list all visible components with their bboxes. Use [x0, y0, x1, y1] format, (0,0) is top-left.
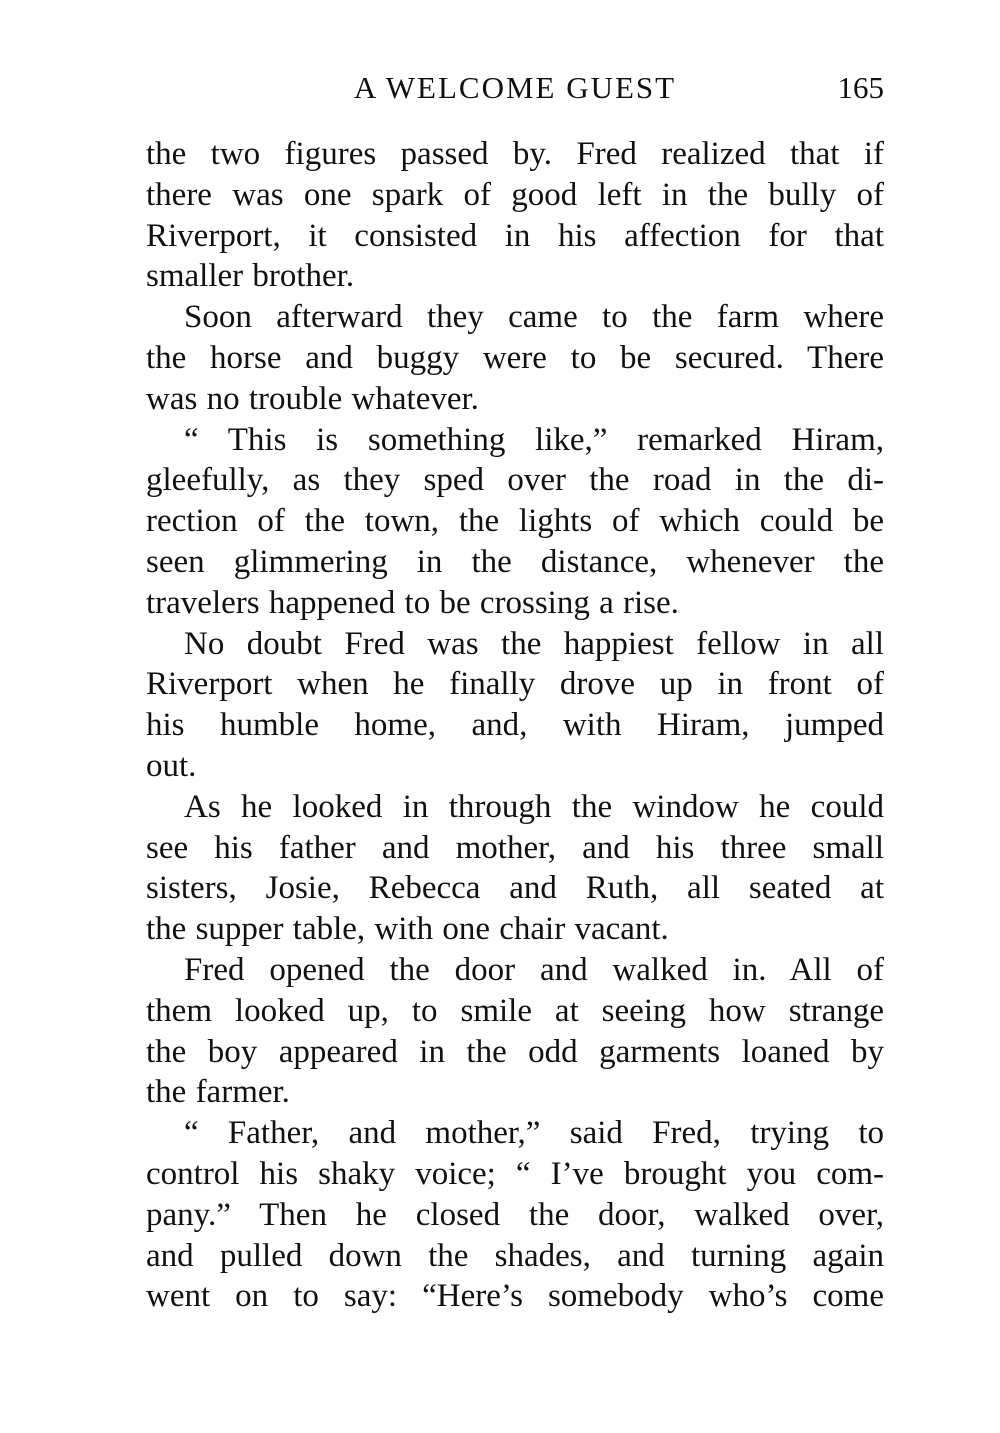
text-line: seen glimmering in the distance, whenever the — [146, 543, 884, 580]
text-line: travelers happened to be crossing a rise. — [146, 584, 679, 621]
text-line: went on to say: “Here’s somebody who’s come — [146, 1278, 884, 1315]
text-line: Fred opened the door and walked in. All of — [184, 951, 884, 988]
text-line: the horse and buggy were to be secured. There — [146, 339, 884, 376]
text-line: “ Father, and mother,” said Fred, trying to — [184, 1115, 884, 1152]
text-line: pany.” Then he closed the door, walked over, — [146, 1196, 884, 1233]
text-line: and pulled down the shades, and turning again — [146, 1237, 884, 1274]
running-title: A WELCOME GUEST — [353, 70, 677, 105]
text-line: No doubt Fred was the happiest fellow in all — [184, 625, 884, 662]
text-line: gleefully, as they sped over the road in the di- — [146, 462, 884, 499]
text-line: the farmer. — [146, 1074, 290, 1111]
text-line: the boy appeared in the odd garments loaned by — [146, 1033, 884, 1070]
text-line: “ This is something like,” remarked Hiram, — [184, 421, 884, 458]
text-line: was no trouble whatever. — [146, 380, 479, 417]
text-line: Riverport, it consisted in his affection for that — [146, 217, 884, 254]
page-number: 165 — [837, 70, 884, 105]
running-head — [146, 68, 884, 108]
text-line: Riverport when he finally drove up in front of — [146, 666, 884, 703]
text-line: the supper table, with one chair vacant. — [146, 911, 669, 948]
body-text — [146, 134, 884, 1317]
text-line: rection of the town, the lights of which could be — [146, 503, 884, 540]
text-line: sisters, Josie, Rebecca and Ruth, all seated at — [146, 870, 884, 907]
text-line: there was one spark of good left in the bully of — [146, 176, 884, 213]
text-line: see his father and mother, and his three small — [146, 829, 884, 866]
text-line: the two figures passed by. Fred realized that if — [146, 136, 884, 172]
text-line: smaller brother. — [146, 258, 355, 295]
text-line: them looked up, to smile at seeing how strange — [146, 992, 884, 1029]
text-line: out. — [146, 747, 197, 784]
text-line: As he looked in through the window he could — [184, 788, 884, 825]
text-line: Soon afterward they came to the farm where — [184, 299, 884, 336]
text-line: control his shaky voice; “ I’ve brought you com- — [146, 1155, 884, 1192]
text-line: his humble home, and, with Hiram, jumped — [146, 707, 884, 744]
